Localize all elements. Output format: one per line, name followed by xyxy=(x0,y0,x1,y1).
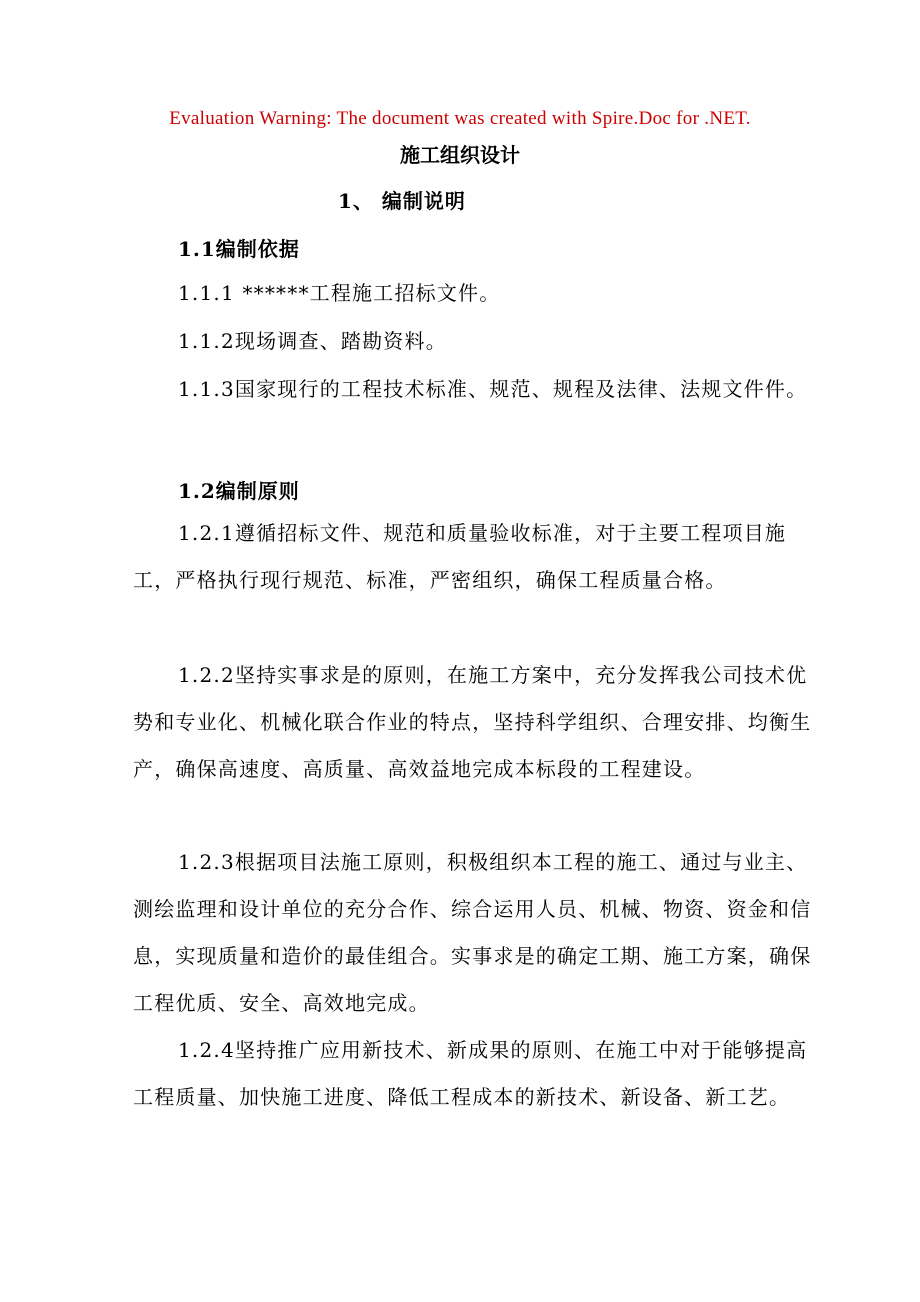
paragraph-1-2-1: 1.2.1遵循招标文件、规范和质量验收标准，对于主要工程项目施工，严格执行现行规范、标准，严密组织，确保工程质量合格。 xyxy=(133,521,787,592)
paragraph-1-2-3: 1.2.3根据项目法施工原则，积极组织本工程的施工、通过与业主、测绘监理和设计单位的充分合作、综合运用人员、机械、物资、资金和信息，实现质量和造价的最佳组合。实事求是的确定工期、施工方案，确保工程优质、安全、高效地完成。 xyxy=(133,850,812,1015)
paragraph-1-1-2: 1.1.2现场调查、踏勘资料。 xyxy=(178,329,447,353)
subsection-heading-1-2: 1.2编制原则 xyxy=(178,479,300,503)
paragraph-1-1-3: 1.1.3国家现行的工程技术标准、规范、规程及法律、法规文件件。 xyxy=(178,377,808,401)
section-heading: 1、 编制说明 xyxy=(338,189,466,213)
paragraph-1-2-4: 1.2.4坚持推广应用新技术、新成果的原则、在施工中对于能够提高工程质量、加快施工进度、降低工程成本的新技术、新设备、新工艺。 xyxy=(133,1038,808,1109)
paragraph-1-1-1: 1.1.1 ******工程施工招标文件。 xyxy=(178,281,501,305)
evaluation-warning: Evaluation Warning: The document was created with Spire.Doc for .NET. xyxy=(169,108,751,129)
subsection-heading-1-1: 1.1编制依据 xyxy=(178,237,300,261)
document-title: 施工组织设计 xyxy=(400,143,520,167)
paragraph-1-2-2: 1.2.2坚持实事求是的原则，在施工方案中，充分发挥我公司技术优势和专业化、机械化联合作业的特点，坚持科学组织、合理安排、均衡生产，确保高速度、高质量、高效益地完成本标段的工程建设。 xyxy=(133,663,812,781)
